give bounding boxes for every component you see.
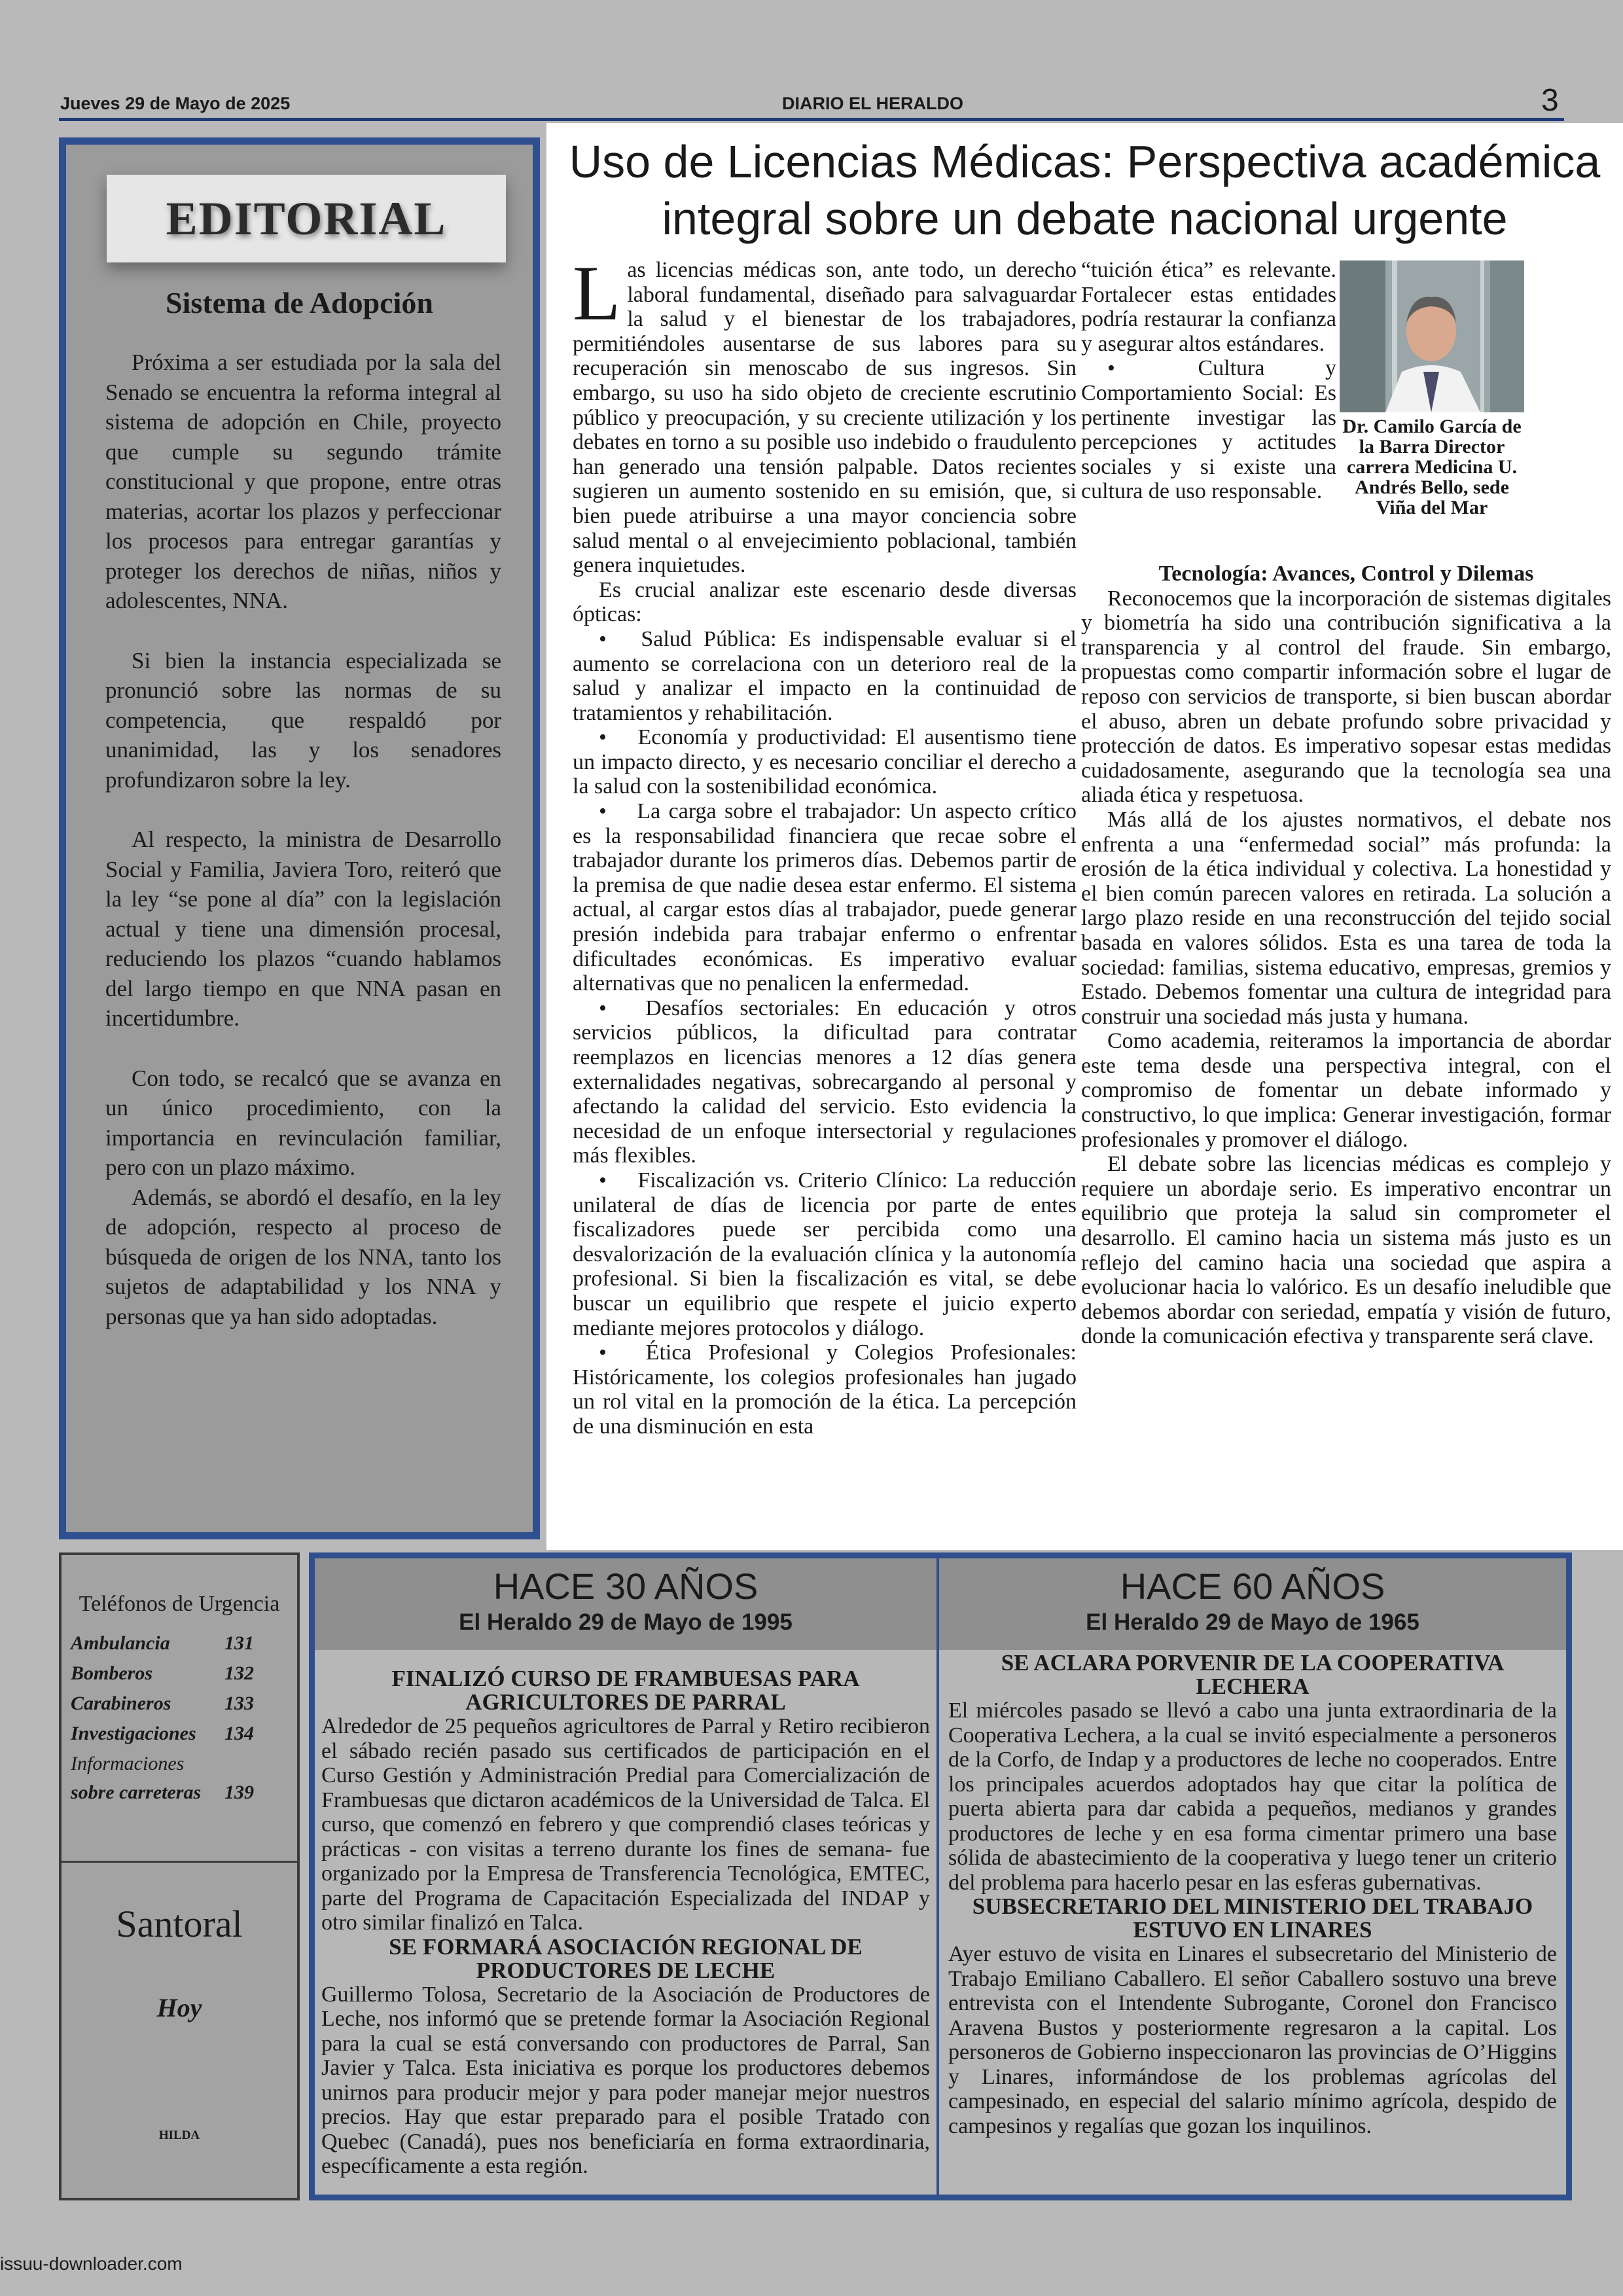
- phone-number: 131: [224, 1632, 254, 1654]
- hace-60-body: [948, 1651, 1557, 2138]
- santoral-title: Santoral: [116, 1903, 243, 1945]
- article-bullet: • Ética Profesional y Colegios Profesionales: Históricamente, los colegios profesionales han jugado un rol vital en la promoción de la ética. La percepción de una disminución en esta: [573, 1340, 1077, 1439]
- article-paragraph: Como academia, reiteramos la importancia de abordar este tema desde una perspectiva integral, con el compromiso de fomentar un debate informado y constructivo, lo que implica: Generar investigación, formar profesionales y promover el diálogo.: [1081, 1029, 1611, 1152]
- article-column-2-bottom: [1081, 562, 1611, 1349]
- footer-watermark: issuu-downloader.com: [0, 2253, 183, 2274]
- phones-list: [71, 1632, 264, 1812]
- hace-60-header: [939, 1558, 1566, 1650]
- editorial-panel: [59, 137, 540, 1539]
- article-bullet: • Desafíos sectoriales: En educación y otros servicios públicos, la dificultad para contratar reemplazos en licencias menores a 12 días genera externalidades negativas, sobrecargando al personal y afectando la calidad del servicio. Esto evidencia la necesidad de un enfoque intersectorial y regulaciones más flexibles.: [573, 996, 1077, 1168]
- phone-row: [71, 1782, 264, 1812]
- author-photo-graphic: [1340, 260, 1524, 412]
- phone-name: Ambulancia: [71, 1632, 170, 1654]
- editorial-paragraph: Si bien la instancia especializada se pronunció sobre las normas de su competencia, que respaldó por unanimidad, las y los senadores profundizaron sobre la ley.: [105, 647, 501, 793]
- editorial-title-box: [107, 175, 506, 262]
- editorial-title: EDITORIAL: [166, 192, 447, 245]
- phone-info-label: Informaciones: [71, 1753, 185, 1774]
- phones-divider: [62, 1861, 297, 1863]
- hace-60-title: HACE 60 AÑOS: [1120, 1566, 1385, 1607]
- hace-60-paragraph-1: El miércoles pasado se llevó a cabo una junta extraordinaria de la Cooperativa Lechera, a la cual se invitó especialmente a personeros de la Corfo, de Indap y a productores de leche no cooperados. Entre los principales acuerdos adoptados hay que citar la política de puerta abierta para dar cabida a pequeños, medianos y grandes productores de leche y en esa forma cimentar primero una base sólida de abastecimiento de la cooperativa y luego tener un criterio del problema para hacerlo pesar en las esferas gubernativas.: [948, 1698, 1557, 1895]
- hace-30-headline-2: SE FORMARÁ ASOCIACIÓN REGIONAL DE PRODUCTORES DE LECHE: [389, 1933, 863, 1983]
- article-title: Uso de Licencias Médicas: Perspectiva académica integral sobre un debate nacional urgente: [569, 136, 1601, 244]
- hace-divider: [936, 1558, 939, 2195]
- hace-30-paragraph-1: Alrededor de 25 pequeños agricultores de Parral y Retiro recibieron el sábado recién pasado sus certificados de participación en el Curso Gestión y Administración Predial para Comercialización de Frambuesas que dictaron académicos de la Universidad de Talca. El curso, que comenzó en febrero y que comprendió clases teóricas y prácticas - con visitas a terreno durante los fines de semana- fue organizado por la Empresa de Transferencia Tecnológica, EMTEC, parte del Programa de Capacitación Especializada del INDAP y otro similar finalizó en Talca.: [321, 1714, 930, 1935]
- phones-panel: [59, 1552, 300, 2200]
- section-heading: Tecnología: Avances, Control y Dilemas: [1158, 562, 1534, 586]
- editorial-paragraph: Con todo, se recalcó que se avanza en un único procedimiento, con la importancia en revinculación familiar, pero con un plazo máximo.: [105, 1065, 501, 1180]
- hace-30-title: HACE 30 AÑOS: [493, 1566, 758, 1607]
- newspaper-name: DIARIO EL HERALDO: [782, 94, 964, 113]
- photo-caption: Dr. Camilo García de la Barra Director carrera Medicina U. Andrés Bello, sede Viña del Mar: [1342, 416, 1522, 518]
- phone-number: 139: [224, 1782, 254, 1803]
- hace-30-headline-1: FINALIZÓ CURSO DE FRAMBUESAS PARA AGRICULTORES DE PARRAL: [391, 1666, 860, 1715]
- author-photo: [1340, 260, 1524, 412]
- hace-60-paragraph-2: Ayer estuvo de visita en Linares el subsecretario del Ministerio de Trabajo Emiliano Caballero. El señor Caballero sostuvo una breve entrevista con el Intendente Subrogante, Coronel don Francisco Aravena Bustos y posteriormente regresaron a la capital. Los personeros de Gobierno inspeccionaron las provincias de O’Higgins y Linares, informándose de los problemas agrícolas del campesinado, en especial del salario mínimo agrícola, despido de campesinos y regalías que gozan los inquilinos.: [948, 1942, 1557, 2138]
- phone-number: 132: [224, 1662, 254, 1684]
- hace-30-header: [315, 1558, 936, 1650]
- article-bullet: • Cultura y Comportamiento Social: Es pertinente investigar las percepciones y actitudes sociales y si existe una cultura de uso responsable.: [1081, 356, 1336, 504]
- hace-30-body: [321, 1667, 930, 2179]
- phone-row: [71, 1662, 264, 1693]
- santoral-today: Hoy: [156, 1993, 202, 2022]
- editorial-paragraph: Al respecto, la ministra de Desarrollo Social y Familia, Javiera Toro, reiteró que la ley “se pone al día” con la legislación actual y tiene una dimensión procesal, reduciendo los plazos “cuando hablamos del largo tiempo en que NNA pasan en incertidumbre.: [105, 827, 501, 1031]
- article-paragraph: Más allá de los ajustes normativos, el debate nos enfrenta a una “enfermedad social” más profunda: la erosión de la ética individual y colectiva. La honestidad y el bien común parecen valores en retirada. La solución a largo plazo reside en una reconstrucción del tejido social basada en valores sólidos. Esta es una tarea de toda la sociedad: familias, sistema educativo, empresas, gremios y Estado. Debemos fomentar una cultura de integridad para construir una sociedad más justa y humana.: [1081, 807, 1611, 1029]
- article-column-2-top: [1081, 258, 1336, 504]
- santoral-saint: HILDA: [158, 2128, 200, 2142]
- editorial-paragraph: Además, se abordó el desafío, en la ley de adopción, respecto al proceso de búsqueda de origen de los NNA, tanto los sujetos de adaptabilidad y los NNA y personas que ya han sido adoptadas.: [105, 1184, 501, 1329]
- phone-number: 133: [224, 1693, 254, 1714]
- phone-row: [71, 1632, 264, 1662]
- article-paragraph: El debate sobre las licencias médicas es complejo y requiere un abordaje serio. Es imperativo encontrar un equilibrio que proteja la salud sin comprometer el desarrollo. El camino hacia un sistema más justo es un reflejo del camino hacia una sociedad que aspira a evolucionar hacia lo valórico. Es un desafío ineludible que debemos abordar con seriedad, empatía y visión de futuro, donde la comunicación efectiva y transparente será clave.: [1081, 1152, 1611, 1349]
- article-bullet: • La carga sobre el trabajador: Un aspecto crítico es la responsabilidad financiera que recae sobre el trabajador durante los primeros días. Debemos partir de la premisa de que nadie desea estar enfermo. El sistema actual, al cargar estos días al trabajador, puede generar presión indebida para trabajar enfermo o enfrentar dificultades económicas. Es imperativo evaluar alternativas que no penalicen la enfermedad.: [573, 799, 1077, 996]
- article-paragraph: “tuición ética” es relevante. Fortalecer estas entidades podría restaurar la confianza y asegurar altos estándares.: [1081, 258, 1336, 356]
- phone-name: sobre carreteras: [71, 1782, 202, 1803]
- phone-row: [71, 1723, 264, 1753]
- main-article: [546, 123, 1623, 1550]
- article-paragraph: Reconocemos que la incorporación de sistemas digitales y biometría ha sido una contribución significativa a la transparencia y al control del fraude. Sin embargo, propuestas como compartir información sobre el lugar de reposo con servicios de transporte, si bien buscan abordar el abuso, abren un debate profundo sobre privacidad y protección de datos. Es imperativo sopesar estas medidas cuidadosamente, asegurando que la tecnología sea una aliada ética y respetuosa.: [1081, 586, 1611, 808]
- hace-60-headline-1: SE ACLARA PORVENIR DE LA COOPERATIVA LECHERA: [1001, 1650, 1505, 1699]
- editorial-paragraph: Próxima a ser estudiada por la sala del Senado se encuentra la reforma integral al sistema de adopción en Chile, proyecto que cumple su segundo trámite constitucional y que propone, entre otras materias, acortar los plazos y perfeccionar los procesos para entregar garantías y proteger los derechos de niñas, niños y adolescentes, NNA.: [105, 350, 501, 613]
- phone-number: 134: [224, 1723, 254, 1744]
- article-column-1: [573, 249, 1077, 1439]
- drop-cap: L: [573, 249, 621, 336]
- phone-name: Investigaciones: [71, 1723, 196, 1744]
- phone-name: Bomberos: [71, 1662, 153, 1684]
- header-date: Jueves 29 de Mayo de 2025: [60, 94, 291, 113]
- hace-60-date: El Heraldo 29 de Mayo de 1965: [1086, 1609, 1419, 1635]
- hace-anos-panel: [309, 1552, 1572, 2200]
- article-paragraph: Es crucial analizar este escenario desde diversas ópticas:: [573, 577, 1077, 627]
- article-bullet: • Economía y productividad: El ausentismo tiene un impacto directo, y es necesario conciliar el derecho a la salud con la sostenibilidad económica.: [573, 725, 1077, 799]
- header-rule: [59, 118, 1564, 121]
- hace-30-date: El Heraldo 29 de Mayo de 1995: [459, 1609, 793, 1635]
- hace-30-paragraph-2: Guillermo Tolosa, Secretario de la Asociación de Productores de Leche, nos informó que se pretende formar la Asociación Regional para la cual se está conversando con productores de Parral, San Javier y Talca. Esta iniciativa es porque los productores debemos unirnos para producir mejor y para poder manejar mejor nuestros precios. Hay que estar preparado para el posible Tratado con Quebec (Canadá), pues nos beneficiaría en forma extraordinaria, específicamente a esta región.: [321, 1982, 930, 2178]
- article-paragraph: as licencias médicas son, ante todo, un derecho laboral fundamental, diseñado para salvaguardar la salud y el bienestar de los trabajadores, permitiéndoles ausentarse de sus labores para su recuperación sin menoscabo de sus ingresos. Sin embargo, su uso ha sido objeto de creciente escrutinio público y preocupación, y su creciente utilización y los debates en torno a su posible uso indebido o fraudulento han generado una tensión palpable. Datos recientes sugieren un aumento sostenido en su emisión, que, si bien puede atribuirse a una mayor conciencia sobre salud mental o al envejecimiento poblacional, también genera inquietudes.: [573, 258, 1077, 578]
- phones-title: Teléfonos de Urgencia: [79, 1592, 280, 1616]
- phone-row: [71, 1693, 264, 1723]
- page-number: 3: [1541, 83, 1559, 118]
- editorial-body: [105, 348, 501, 1361]
- phone-name: Carabineros: [71, 1693, 171, 1714]
- article-bullet: • Fiscalización vs. Criterio Clínico: La reducción unilateral de días de licencia por parte de entes fiscalizadores puede ser percibida como una desvalorización de la evaluación clínica y la autonomía profesional. Si bien la fiscalización es vital, se debe buscar un equilibrio que respete el juicio experto mediante mejores protocolos y diálogo.: [573, 1168, 1077, 1340]
- editorial-subtitle: Sistema de Adopción: [166, 286, 433, 319]
- hace-60-headline-2: SUBSECRETARIO DEL MINISTERIO DEL TRABAJO ESTUVO EN LINARES: [972, 1893, 1533, 1943]
- article-bullet: • Salud Pública: Es indispensable evaluar si el aumento se correlaciona con un deterioro real de la salud y analizar el impacto en la continuidad de tratamientos y rehabilitación.: [573, 626, 1077, 725]
